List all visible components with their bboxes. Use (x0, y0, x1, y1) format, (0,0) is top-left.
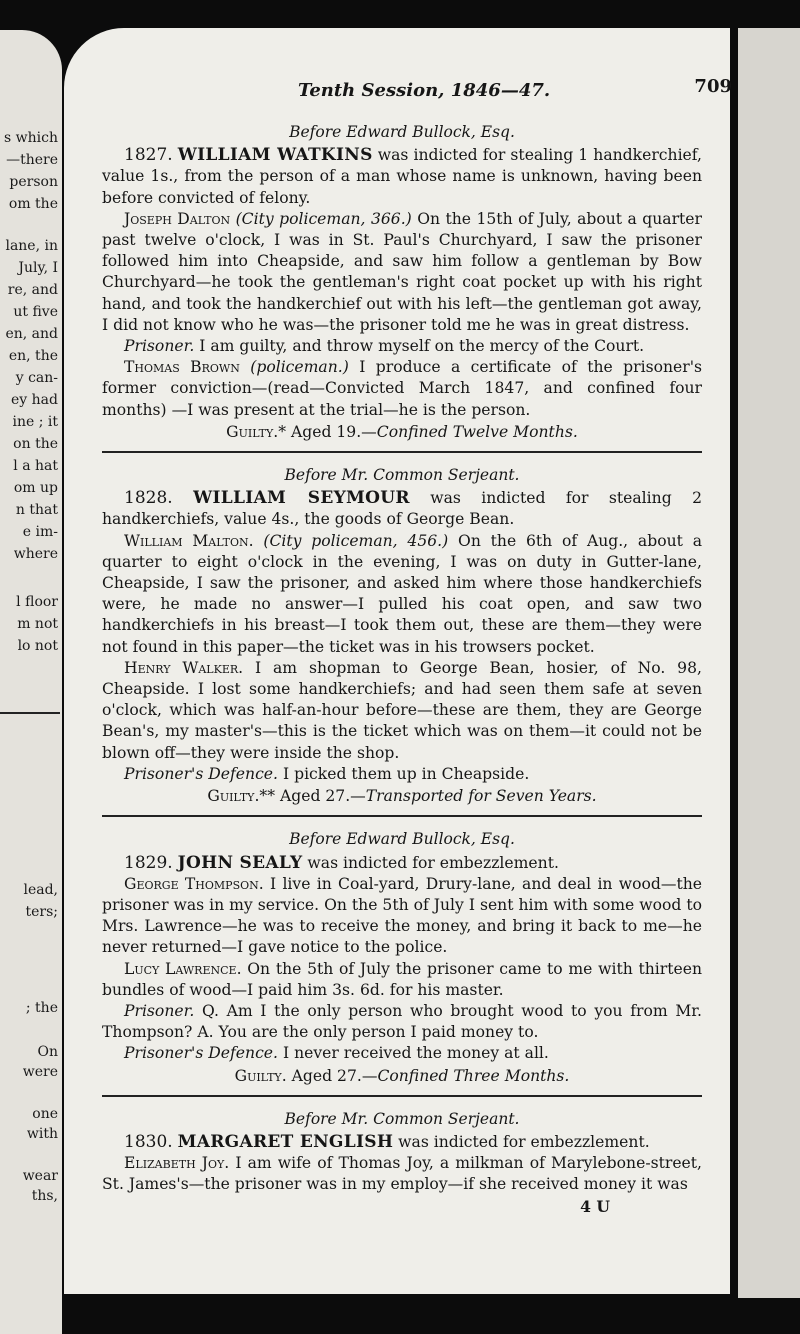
defendant-name: WILLIAM WATKINS (177, 145, 373, 166)
verdict-word: Guilty.** (207, 787, 275, 806)
testimony-text: On the 15th of July, about a quarter past twelve o'clock, I was in St. Paul's Churchyard, I saw the prisoner followed him into Cheapside, and saw him follow a gentleman by Bow Churchyard—he took the gentleman's right coat pocket up with his right hand, and took the handkerchief out with his left—the gentleman got away, I did not know who he was—the prisoner told me he was in great distress. (102, 209, 702, 334)
testimony (102, 658, 702, 764)
witness-name: Prisoner's Defence. (124, 1044, 278, 1063)
testimony-text: I am guilty, and throw myself on the mercy of the Court. (199, 337, 645, 356)
case-entry (102, 465, 702, 807)
witness-name: Elizabeth Joy. (124, 1154, 230, 1173)
testimony-text: I picked them up in Cheapside. (282, 764, 530, 783)
witness-name: William Malton. (124, 531, 254, 550)
testimony-text: I produce a certificate of the prisoner's former conviction—(read—Convicted March 1847, and confined four months) —I was present at the trial—he is the person. (102, 358, 702, 419)
fragment-line: person (9, 174, 58, 190)
witness-name: Prisoner's Defence. (124, 764, 278, 783)
page-number: 709 (694, 76, 732, 97)
fragment-line: with (26, 1126, 58, 1142)
defendant-name: JOHN SEALY (177, 852, 303, 873)
indictment-text: was indicted for embezzlement. (307, 853, 559, 872)
testimony-text: Q. Am I the only person who brought wood to you from Mr. Thompson? A. You are the only person I paid money to. (102, 1001, 702, 1042)
verdict (102, 422, 702, 443)
fragment-line: lead, (23, 882, 58, 898)
defendant-age: Aged 19.— (290, 422, 377, 441)
witness-name: George Thompson. (124, 874, 264, 893)
defendant-age: Aged 27.— (279, 787, 366, 806)
testimony (102, 357, 702, 421)
document-page (64, 28, 730, 1294)
testimony-text: I am shopman to George Bean, hosier, of No. 98, Cheapside. I lost some handkerchiefs; and had seen them safe at seven o'clock, which was half-an-hour before—these are them, they are George Bean's, my master's—this is the ticket which was on them—it could not be blown off—they were inside the shop. (102, 658, 702, 762)
judge-heading: Before Edward Bullock, Esq. (289, 123, 515, 141)
testimony (102, 336, 702, 357)
testimony (102, 531, 702, 658)
indictment-text: was indicted for embezzlement. (398, 1132, 650, 1151)
page-body (102, 122, 702, 1217)
witness-name: Lucy Lawrence. (124, 959, 242, 978)
fragment-rule (0, 712, 60, 714)
fragment-line: ; the (25, 1000, 58, 1016)
indictment-text: was indicted for stealing 1 handkerchief, value 1s., from the person of a man whose name is unknown, having been before convicted of felony. (102, 146, 702, 207)
case-number: 1829. (124, 852, 173, 873)
fragment-line: ut five (13, 304, 58, 320)
verdict (102, 1066, 702, 1087)
sentence: Transported for Seven Years. (365, 787, 597, 806)
witness-name: Prisoner. (124, 1001, 195, 1020)
fragment-line: On (37, 1044, 58, 1060)
testimony-text: On the 5th of July the prisoner came to me with thirteen bundles of wood—I paid him 3s. 6d. for his master. (102, 959, 702, 999)
testimony (102, 1001, 702, 1043)
testimony (102, 764, 702, 785)
witness-role: (City policeman, 456.) (263, 531, 449, 550)
fragment-line: lane, in (5, 238, 58, 254)
testimony (102, 1043, 702, 1064)
fragment-line: e im- (22, 524, 58, 540)
judge-heading: Before Mr. Common Serjeant. (284, 1109, 520, 1128)
defendant-name: WILLIAM SEYMOUR (193, 488, 410, 509)
fragment-line: l a hat (13, 458, 58, 474)
sentence: Confined Twelve Months. (376, 422, 578, 441)
witness-role: (policeman.) (250, 358, 349, 377)
case-indictment (102, 488, 702, 530)
signature-mark: 4 U (580, 1196, 610, 1216)
next-page-edge (738, 28, 800, 1298)
case-indictment (102, 145, 702, 209)
session-title: Tenth Session, 1846—47. (298, 80, 551, 101)
sentence: Confined Three Months. (377, 1066, 570, 1085)
witness-name: Thomas Brown (124, 358, 240, 377)
case-number: 1828. (124, 488, 173, 509)
case-divider (102, 1095, 702, 1097)
fragment-line: ths, (31, 1188, 58, 1204)
fragment-line: ters; (25, 904, 58, 920)
testimony (102, 209, 702, 336)
case-divider (102, 451, 702, 453)
testimony-text: On the 6th of Aug., about a quarter to eight o'clock in the evening, I was on duty in Gutter-lane, Cheapside, I saw the prisoner, and asked him where those handkerchiefs were, he made no answer—I pulled his coat open, and saw two handkerchiefs in his breast—I took them out, these are them—they were not found in this paper—the ticket was in his trowsers pocket. (102, 531, 702, 656)
fragment-line: one (32, 1106, 58, 1122)
witness-role: (City policeman, 366.) (235, 209, 412, 228)
testimony (102, 1153, 702, 1195)
testimony (102, 959, 702, 1001)
case-entry (102, 829, 702, 1086)
case-divider (102, 815, 702, 817)
fragment-line: m not (17, 616, 58, 632)
fragment-line: s which (4, 130, 58, 146)
fragment-line: where (13, 546, 58, 562)
fragment-line: on the (13, 436, 58, 452)
fragment-line: were (22, 1064, 58, 1080)
witness-name: Prisoner. (124, 337, 195, 356)
fragment-line: en, the (8, 348, 58, 364)
case-indictment (102, 1132, 702, 1153)
fragment-line: n that (15, 502, 58, 518)
judge-heading: Before Edward Bullock, Esq. (289, 830, 515, 849)
fragment-line: wear (22, 1168, 58, 1184)
fragment-line: lo not (17, 638, 58, 654)
testimony (102, 874, 702, 959)
fragment-line: y can- (15, 370, 58, 386)
testimony-text: I live in Coal-yard, Drury-lane, and deal in wood—the prisoner was in my service. On the 5th of July I sent him with some wood to Mrs. Lawrence—he was to receive the money, and bring it back to me—he never returned—I gave notice to the police. (102, 874, 702, 957)
case-number: 1830. (124, 1131, 173, 1152)
case-entry (102, 1109, 702, 1217)
facing-page-fragment (0, 30, 62, 1334)
fragment-line: om the (8, 196, 58, 212)
case-indictment (102, 853, 702, 874)
verdict-word: Guilty. (234, 1066, 287, 1085)
witness-name: Henry Walker. (124, 658, 244, 677)
verdict-word: Guilty.* (226, 422, 286, 441)
running-head (128, 76, 732, 104)
case-entry (102, 122, 702, 443)
fragment-line: —there (6, 152, 58, 168)
fragment-line: l floor (16, 594, 58, 610)
case-number: 1827. (124, 145, 173, 166)
witness-name: Joseph Dalton (124, 209, 231, 228)
fragment-line: om up (13, 480, 58, 496)
fragment-line: ine ; it (12, 414, 58, 430)
testimony-text: I never received the money at all. (282, 1044, 549, 1063)
fragment-line: re, and (7, 282, 58, 298)
judge-heading: Before Mr. Common Serjeant. (284, 466, 520, 485)
fragment-line: en, and (5, 326, 58, 342)
defendant-age: Aged 27.— (291, 1066, 378, 1085)
testimony-text: I am wife of Thomas Joy, a milkman of Marylebone-street, St. James's—the prisoner was in my employ—if she received money it was (102, 1154, 702, 1194)
indictment-text: was indicted for stealing 2 handkerchiefs, value 4s., the goods of George Bean. (102, 489, 702, 529)
fragment-line: ey had (11, 392, 58, 408)
fragment-line: July, I (18, 260, 58, 276)
defendant-name: MARGARET ENGLISH (177, 1131, 394, 1152)
verdict (102, 786, 702, 807)
